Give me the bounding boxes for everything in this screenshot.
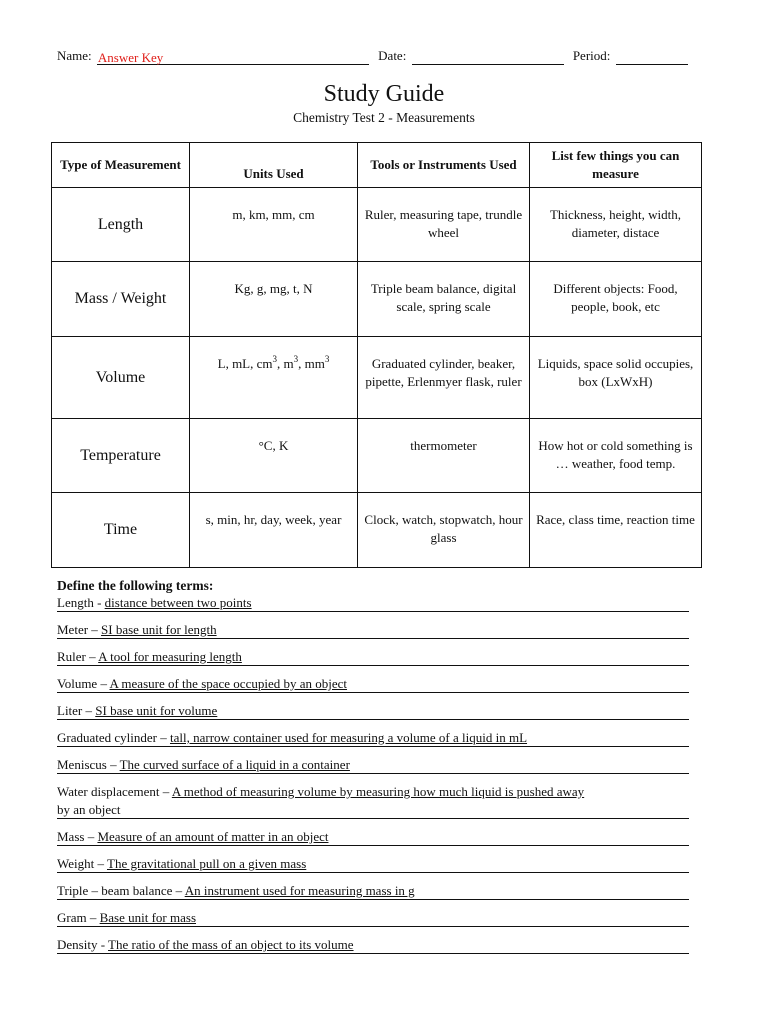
date-label: Date: bbox=[378, 48, 407, 63]
definition-item bbox=[57, 855, 689, 873]
definition-text: The ratio of the mass of an object to its volume bbox=[108, 937, 354, 952]
units-superscript: 3 bbox=[293, 353, 299, 364]
definition-text: The curved surface of a liquid in a container bbox=[119, 757, 350, 772]
definition-text: Base unit for mass bbox=[99, 910, 197, 925]
header-line bbox=[57, 47, 705, 65]
definition-item bbox=[57, 621, 689, 639]
definition-item bbox=[57, 936, 689, 954]
definition-term: Weight – bbox=[57, 856, 107, 871]
definition-term: Meter – bbox=[57, 622, 102, 637]
definition-text: A measure of the space occupied by an object bbox=[109, 676, 348, 691]
definition-text: tall, narrow container used for measuring a volume of a liquid in mL bbox=[169, 730, 528, 745]
definition-text: SI base unit for volume bbox=[95, 703, 218, 718]
header-type: Type of Measurement bbox=[52, 143, 190, 188]
name-label: Name: bbox=[57, 48, 92, 63]
cell-units: s, min, hr, day, week, year bbox=[190, 493, 358, 568]
cell-tools: Clock, watch, stopwatch, hour glass bbox=[358, 493, 530, 568]
definition-text: SI base unit for length bbox=[101, 622, 217, 637]
cell-tools: thermometer bbox=[358, 419, 530, 493]
definition-text: An instrument used for measuring mass in g bbox=[184, 883, 415, 898]
page-subtitle: Chemistry Test 2 - Measurements bbox=[293, 110, 475, 125]
definition-term: Gram – bbox=[57, 910, 100, 925]
page-title: Study Guide bbox=[323, 81, 445, 107]
definition-item bbox=[57, 729, 689, 747]
definition-text: A tool for measuring length bbox=[98, 649, 242, 664]
cell-units: °C, K bbox=[190, 419, 358, 493]
definition-item bbox=[57, 756, 689, 774]
cell-type: Mass / Weight bbox=[52, 262, 190, 337]
cell-things: Race, class time, reaction time bbox=[530, 493, 702, 568]
cell-things: Liquids, space solid occupies, box (LxWxH) bbox=[530, 337, 702, 419]
definition-item bbox=[57, 702, 689, 720]
definition-term: Graduated cylinder – bbox=[57, 730, 170, 745]
cell-tools: Graduated cylinder, beaker, pipette, Erlenmyer flask, ruler bbox=[358, 337, 530, 419]
units-text: L, mL, cm bbox=[217, 356, 273, 371]
measurement-table bbox=[51, 142, 702, 568]
definition-item bbox=[57, 675, 689, 693]
definition-text: A method of measuring volume by measuring how much liquid is pushed away bbox=[171, 784, 585, 799]
cell-things: How hot or cold something is … weather, food temp. bbox=[530, 419, 702, 493]
cell-type: Volume bbox=[52, 337, 190, 419]
table-row bbox=[52, 188, 702, 262]
table-row bbox=[52, 337, 702, 419]
name-field[interactable] bbox=[97, 49, 369, 65]
cell-units bbox=[190, 337, 358, 419]
definition-item bbox=[57, 648, 689, 666]
units-superscript: 3 bbox=[272, 353, 278, 364]
definition-term: Density - bbox=[57, 937, 109, 952]
units-text: , mm bbox=[298, 356, 325, 371]
cell-things: Different objects: Food, people, book, etc bbox=[530, 262, 702, 337]
definitions-list bbox=[57, 594, 705, 963]
definition-term: Meniscus – bbox=[57, 757, 120, 772]
definition-item bbox=[57, 828, 689, 846]
definition-term: Volume – bbox=[57, 676, 110, 691]
cell-type: Time bbox=[52, 493, 190, 568]
definition-term: Mass – bbox=[57, 829, 98, 844]
definition-term: Liter – bbox=[57, 703, 96, 718]
date-field[interactable] bbox=[412, 49, 564, 65]
definition-item bbox=[57, 594, 689, 612]
definition-term: Water displacement – bbox=[57, 784, 172, 799]
table-row bbox=[52, 419, 702, 493]
table-header-row bbox=[52, 143, 702, 188]
cell-units: Kg, g, mg, t, N bbox=[190, 262, 358, 337]
table-row bbox=[52, 493, 702, 568]
table-row bbox=[52, 262, 702, 337]
definition-text: Measure of an amount of matter in an object bbox=[97, 829, 329, 844]
definition-text: The gravitational pull on a given mass bbox=[107, 856, 307, 871]
definition-term: Length - bbox=[57, 595, 105, 610]
definition-continuation: by an object bbox=[57, 801, 689, 819]
cell-type: Length bbox=[52, 188, 190, 262]
cell-type: Temperature bbox=[52, 419, 190, 493]
header-units: Units Used bbox=[190, 143, 358, 188]
name-value: Answer Key bbox=[97, 50, 164, 65]
header-tools: Tools or Instruments Used bbox=[358, 143, 530, 188]
period-label: Period: bbox=[572, 48, 611, 63]
definitions-heading: Define the following terms: bbox=[57, 578, 214, 593]
units-text: , m bbox=[277, 356, 294, 371]
cell-tools: Ruler, measuring tape, trundle wheel bbox=[358, 188, 530, 262]
definition-item bbox=[57, 882, 689, 900]
definition-text: distance between two points bbox=[104, 595, 252, 610]
definition-term: Ruler – bbox=[57, 649, 99, 664]
header-things: List few things you can measure bbox=[530, 143, 702, 188]
units-superscript: 3 bbox=[324, 353, 330, 364]
cell-units: m, km, mm, cm bbox=[190, 188, 358, 262]
definition-item bbox=[57, 909, 689, 927]
cell-tools: Triple beam balance, digital scale, spring scale bbox=[358, 262, 530, 337]
definition-term: Triple – beam balance – bbox=[57, 883, 185, 898]
cell-things: Thickness, height, width, diameter, distace bbox=[530, 188, 702, 262]
definition-item bbox=[57, 783, 705, 819]
period-field[interactable] bbox=[616, 49, 688, 65]
